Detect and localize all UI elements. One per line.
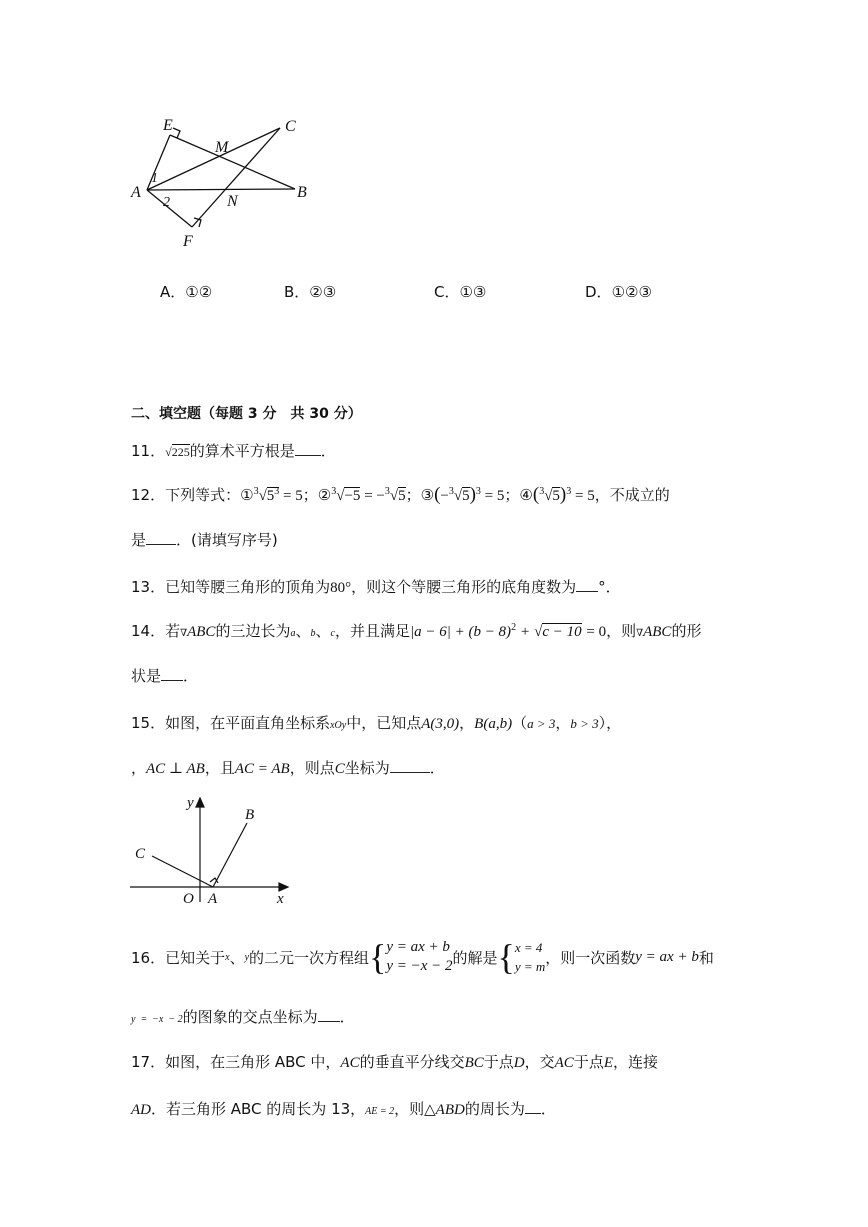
option-a: A．①② [160, 283, 213, 301]
geometry-figure-1 [125, 110, 325, 255]
label-n: N [227, 193, 238, 210]
question-17-line-2: AD．若三角形 ABC 的周长为 13，AE = 2，则△ABD的周长为 ． [131, 1100, 556, 1118]
label-c: C [135, 846, 146, 862]
section-title: 二、填空题（每题 3 分 共 30 分） [131, 406, 362, 422]
question-14-line-2: 状是 ． [131, 667, 199, 685]
question-16-line-2: y = −x − 2的图象的交点坐标为 ． [131, 1008, 355, 1026]
right-angle-mark-f [194, 218, 201, 227]
question-11: 11．√225的算术平方根是 ． [131, 442, 336, 460]
label-f: F [183, 233, 193, 250]
label-c: C [285, 118, 296, 135]
option-c: C．①③ [434, 283, 487, 301]
segment-ac [152, 856, 213, 887]
label-b: B [245, 807, 255, 823]
question-16: 16． 已知关于 x 、 y 的二元一次方程组 { y = ax + b y = −x − 2 的解是 { x = 4 y = m ，则一次函数 y = ax + b 和 [131, 937, 714, 977]
coordinate-figure-2 [125, 790, 305, 910]
axis-label-y: y [187, 795, 194, 811]
angle-label-1: 1 [151, 171, 158, 186]
label-a: A [208, 891, 218, 907]
label-b: B [297, 184, 307, 201]
option-b: B．②③ [284, 283, 337, 301]
question-15: 15．如图，在平面直角坐标系xOy中，已知点A(3,0)，B(a,b)（a > 3，b > 3）， [131, 714, 622, 732]
question-17: 17．如图，在三角形 ABC 中，AC的垂直平分线交BC于点D，交AC于点E，连接 [131, 1053, 659, 1071]
y-axis-arrow [196, 798, 204, 807]
question-15-line-2: ，AC ⊥ AB，且AC = AB，则点C坐标为 ． [131, 759, 445, 777]
x-axis-arrow [279, 883, 288, 891]
segment-ab [213, 823, 247, 887]
option-d: D．①②③ [585, 283, 652, 301]
label-a: A [131, 184, 141, 201]
question-12-line-2: 是 ．(请填写序号) [131, 531, 278, 549]
segment-ac [147, 128, 280, 190]
label-o: O [183, 891, 194, 907]
axis-label-x: x [277, 891, 284, 907]
question-12: 12．下列等式：$①^3√5^3 = 5$；②$^3$√−5 = −$^3$√5；$③(-^3√5)^3 = 5$；$④(^3√5)^3 = 5$，不成立的 [131, 484, 670, 505]
segment-ab [147, 189, 295, 190]
question-13: 13．已知等腰三角形的顶角为80°，则这个等腰三角形的底角度数为 °． [131, 578, 621, 596]
question-14: 14．若∇ABC的三边长为a、b、c，并且满足$|a - 6| + (b - 8)^2 + √c - 10 = 0$，则∇ABC的形 [131, 622, 702, 640]
label-m: M [215, 139, 229, 156]
label-e: E [163, 117, 173, 134]
angle-label-2: 2 [163, 195, 170, 210]
